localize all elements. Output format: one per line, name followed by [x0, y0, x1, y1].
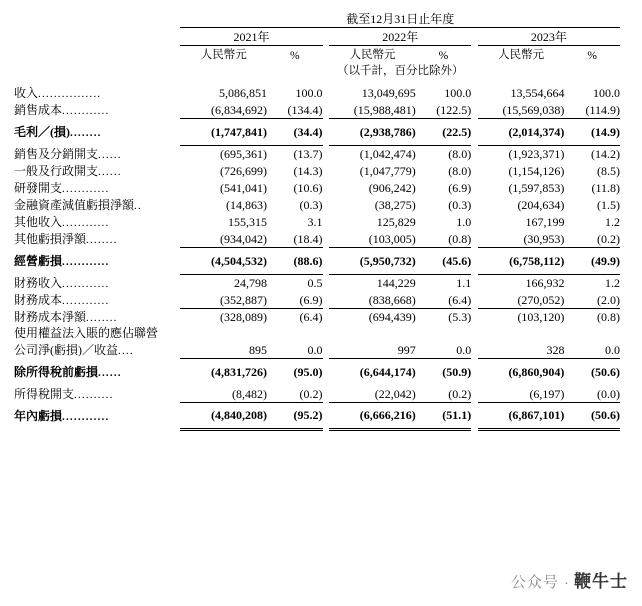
- row-value: 5,086,851: [219, 86, 268, 100]
- header-year-row: [14, 28, 620, 46]
- row-value: (8,482): [180, 385, 267, 402]
- row-value: (114.9): [564, 101, 620, 118]
- row-label: 除所得稅前虧損......: [14, 365, 122, 380]
- row-value: (8.0): [448, 164, 472, 178]
- row-value: (0.3): [299, 198, 323, 212]
- row-value: (14.9): [564, 118, 620, 145]
- row-value: (95.0): [293, 365, 323, 380]
- header-spacer: [14, 10, 180, 28]
- table-header: [14, 10, 620, 84]
- header-unit-note-row: [14, 62, 620, 78]
- row-value: (22.5): [416, 118, 471, 145]
- row-value: 167,199: [525, 215, 565, 229]
- header-period-title: 截至12月31日止年度: [180, 10, 620, 28]
- row-value: (10.6): [293, 181, 323, 195]
- row-value: (13.7): [293, 147, 323, 161]
- header-percent-2021: %: [289, 50, 300, 62]
- table-row: [14, 341, 620, 358]
- row-value: (8.5): [597, 164, 620, 178]
- row-value: (1,154,126): [508, 164, 565, 178]
- row-value: 895: [180, 341, 267, 358]
- row-value: (352,887): [180, 291, 267, 308]
- row-value: (14.2): [591, 147, 620, 161]
- row-value: (15,988,481): [329, 101, 416, 118]
- row-label: 銷售及分銷開支......: [14, 147, 122, 161]
- row-value: 125,829: [376, 215, 416, 229]
- row-label: 其他虧損淨額........: [14, 232, 118, 246]
- row-value: (1,923,371): [508, 147, 565, 161]
- row-value: (88.6): [267, 247, 322, 274]
- row-value: (45.6): [416, 247, 471, 274]
- header-year-2021: 2021年: [180, 28, 322, 46]
- row-value: (0.2): [267, 385, 322, 402]
- row-value: (103,120): [517, 310, 565, 324]
- financial-statement-page: [0, 10, 642, 606]
- row-value: (50.6): [564, 402, 620, 429]
- row-value: (14.3): [293, 164, 323, 178]
- row-value: (0.3): [448, 198, 472, 212]
- header-percent-2022: %: [438, 50, 449, 62]
- row-value: (50.9): [442, 365, 472, 380]
- row-label: 公司淨(虧損)／收益....: [14, 343, 134, 358]
- table-row: [14, 308, 620, 325]
- row-value: 100.0: [295, 86, 323, 100]
- row-value: 3.1: [307, 215, 323, 229]
- row-value: (95.2): [267, 402, 322, 429]
- table-row: [14, 291, 620, 308]
- row-value: (15,569,038): [478, 101, 565, 118]
- table-row: [14, 145, 620, 162]
- header-currency-2022: 人民幣元: [349, 49, 396, 61]
- table-body: [14, 84, 620, 429]
- row-value: (6,867,101): [478, 402, 565, 429]
- row-value: (6,834,692): [180, 101, 267, 118]
- row-label: 財務成本............: [14, 293, 110, 307]
- row-value: (4,840,208): [180, 402, 267, 429]
- table-row: [14, 162, 620, 179]
- row-value: 0.0: [416, 341, 471, 358]
- table-row-total: [14, 402, 620, 429]
- row-value: (541,041): [220, 181, 268, 195]
- row-value: (51.1): [416, 402, 471, 429]
- table-row: [14, 385, 620, 402]
- row-value: (6,197): [478, 385, 565, 402]
- row-value: (0.8): [416, 230, 471, 247]
- header-currency-2023: 人民幣元: [498, 49, 545, 61]
- row-value: (934,042): [180, 230, 267, 247]
- row-value: (906,242): [368, 181, 416, 195]
- row-value: 328: [478, 341, 565, 358]
- row-value: (2,938,786): [329, 118, 416, 145]
- row-value: 144,229: [376, 276, 416, 290]
- watermark-text: 公众号 ·: [510, 574, 570, 591]
- row-label: 一般及行政開支......: [14, 164, 122, 178]
- table-row: [14, 213, 620, 230]
- row-value: (11.8): [591, 181, 620, 195]
- row-value: (0.0): [564, 385, 620, 402]
- row-value: 1.1: [456, 276, 472, 290]
- row-value: (1,747,841): [180, 118, 267, 145]
- row-value: (5.3): [448, 310, 472, 324]
- table-row: [14, 230, 620, 247]
- row-label: 其他收入............: [14, 215, 110, 229]
- row-value: (270,052): [478, 291, 565, 308]
- row-value: (6,860,904): [508, 365, 565, 380]
- row-value: 13,554,664: [510, 86, 565, 100]
- row-value: 1.2: [605, 215, 620, 229]
- row-label: 收入................: [14, 86, 102, 100]
- row-value: (5,950,732): [329, 247, 416, 274]
- row-value: (6.9): [267, 291, 322, 308]
- row-value: 100.0: [444, 86, 472, 100]
- row-value: (103,005): [329, 230, 416, 247]
- row-value: (1,597,853): [508, 181, 565, 195]
- row-label: 財務收入............: [14, 276, 110, 290]
- row-value: (694,439): [368, 310, 416, 324]
- row-value: 1.0: [456, 215, 472, 229]
- header-currency-2021: 人民幣元: [200, 49, 247, 61]
- row-value: (6,644,174): [359, 365, 416, 380]
- row-value: (1,042,474): [359, 147, 416, 161]
- table-row: [14, 274, 620, 291]
- row-value: (838,668): [329, 291, 416, 308]
- table-row-subtotal: [14, 247, 620, 274]
- row-value: (204,634): [517, 198, 565, 212]
- row-value: (49.9): [564, 247, 620, 274]
- row-value: (2,014,374): [478, 118, 565, 145]
- row-value: (4,831,726): [211, 365, 268, 380]
- row-label: 銷售成本............: [14, 103, 110, 117]
- row-value: (695,361): [220, 147, 268, 161]
- row-value: (1.5): [597, 198, 620, 212]
- row-value: (14,863): [226, 198, 268, 212]
- row-value: (6.4): [299, 310, 323, 324]
- table-row: [14, 84, 620, 101]
- row-label: 毛利／(損)........: [14, 125, 102, 139]
- row-label: 所得稅開支..........: [14, 387, 114, 402]
- row-value: (2.0): [564, 291, 620, 308]
- row-label: 金融資產減值虧損淨額..: [14, 198, 142, 212]
- row-value: 0.0: [267, 341, 322, 358]
- table-row-wrap-first: [14, 325, 620, 341]
- row-value: (50.6): [591, 365, 620, 380]
- table-row-subtotal: [14, 358, 620, 385]
- row-value: 155,315: [228, 215, 268, 229]
- table-row: [14, 196, 620, 213]
- table-row: [14, 101, 620, 118]
- row-value: 0.5: [307, 276, 323, 290]
- row-value: (4,504,532): [180, 247, 267, 274]
- row-label: 經營虧損............: [14, 254, 110, 268]
- table-row-subtotal: [14, 118, 620, 145]
- row-value: (6,666,216): [329, 402, 416, 429]
- row-value: (18.4): [267, 230, 322, 247]
- watermark-logo: 鞭牛士: [574, 572, 628, 591]
- header-period-row: [14, 10, 620, 28]
- row-label: 年內虧損............: [14, 409, 110, 424]
- row-value: (122.5): [416, 101, 471, 118]
- watermark: [511, 567, 628, 592]
- row-value: (6.9): [448, 181, 472, 195]
- header-subunit-row: [14, 46, 620, 63]
- row-value: (38,275): [374, 198, 416, 212]
- row-value: (134.4): [267, 101, 322, 118]
- row-value: (328,089): [220, 310, 268, 324]
- row-value: (0.8): [597, 310, 620, 324]
- row-value: (34.4): [267, 118, 322, 145]
- header-year-2022: 2022年: [329, 28, 471, 46]
- row-value: 100.0: [593, 86, 620, 100]
- row-value: (0.2): [416, 385, 471, 402]
- income-statement-table: [14, 10, 620, 431]
- header-percent-2023: %: [587, 50, 598, 62]
- row-value: 0.0: [564, 341, 620, 358]
- row-value: 166,932: [525, 276, 565, 290]
- header-unit-note: （以千計，百分比除外）: [336, 65, 464, 77]
- row-value: 1.2: [605, 276, 620, 290]
- row-label: 研發開支............: [14, 181, 110, 195]
- row-value: (8.0): [448, 147, 472, 161]
- row-value: 13,049,695: [361, 86, 416, 100]
- table-row: [14, 179, 620, 196]
- row-value: (726,699): [220, 164, 268, 178]
- row-value: (22,042): [329, 385, 416, 402]
- header-year-2023: 2023年: [478, 28, 620, 46]
- row-value: (30,953): [478, 230, 565, 247]
- row-value: 997: [329, 341, 416, 358]
- row-label: 財務成本淨額........: [14, 310, 118, 324]
- row-value: (1,047,779): [359, 164, 416, 178]
- row-label: 使用權益法入賬的應佔聯營: [14, 326, 159, 340]
- row-value: (6,758,112): [478, 247, 565, 274]
- row-value: (6.4): [416, 291, 471, 308]
- row-value: 24,798: [234, 276, 268, 290]
- row-value: (0.2): [564, 230, 620, 247]
